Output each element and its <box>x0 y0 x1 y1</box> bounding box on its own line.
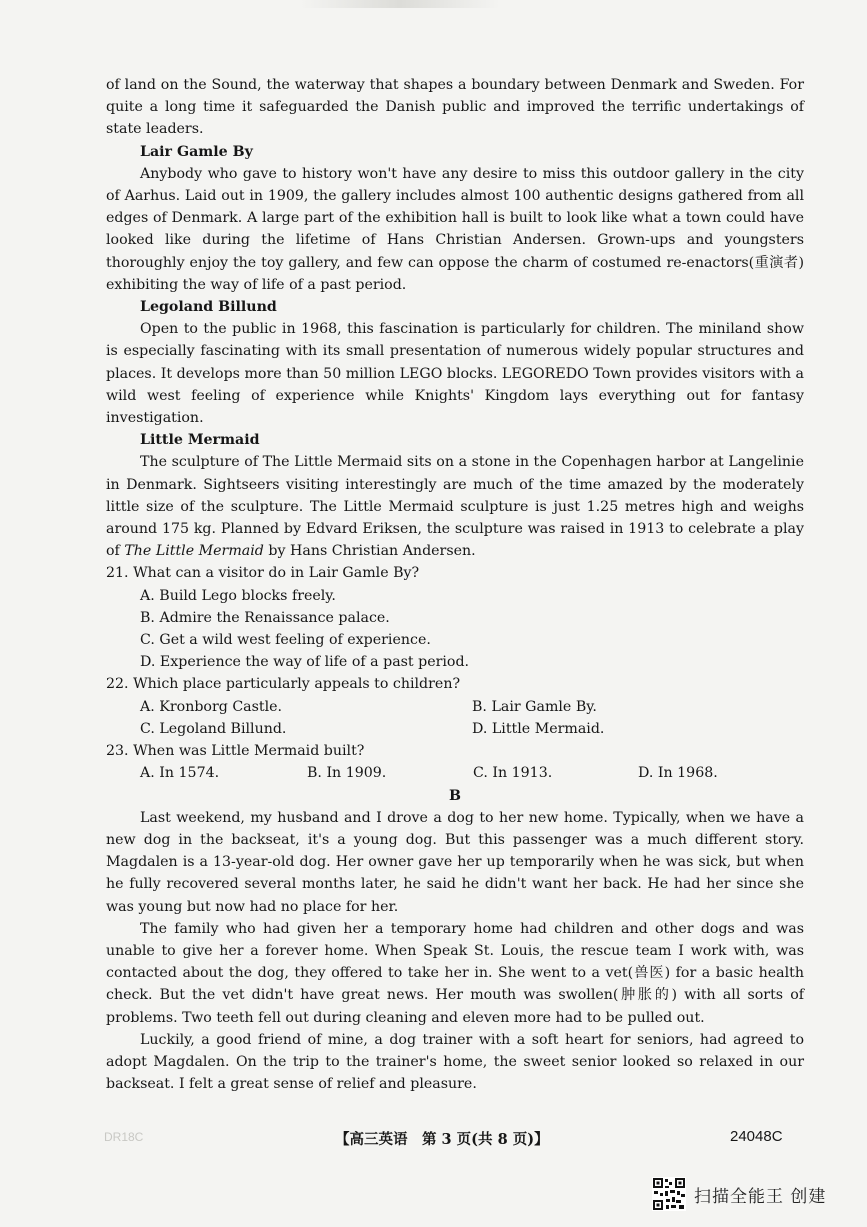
question-21-option-a: A. Build Lego blocks freely. <box>140 587 336 604</box>
scan-artifact <box>300 0 500 8</box>
passage-b-paragraph-3: Luckily, a good friend of mine, a dog trainer with a soft heart for seniors, had agreed to adopt Magdalen. On the trip to the trainer's home, the sweet senior looked so relaxed in our backseat. I felt a great sense of relief and pleasure. <box>106 1031 804 1093</box>
scanner-watermark <box>652 1176 826 1212</box>
question-22-options-row-2 <box>140 718 804 740</box>
question-23-options <box>140 762 804 784</box>
question-22-stem: 22. Which place particularly appeals to children? <box>106 676 461 693</box>
section-heading-little-mermaid: Little Mermaid <box>140 432 260 449</box>
question-21-option-c: C. Get a wild west feeling of experience. <box>140 632 431 649</box>
section-text-lair-gamle-by: Anybody who gave to history won't have any desire to miss this outdoor gallery in the city of Aarhus. Laid out in 1909, the gallery includes almost 100 authentic designs gathered from all edges of Denmark. A large part of the exhibition hall is built to look like what a town could have looked like during the lifetime of Hans Christian Andersen. Grown-ups and youngsters thoroughly enjoy the toy gallery, and few can oppose the charm of costumed re-enactors(重演者) exhibiting the way of life of a past period. <box>106 165 804 293</box>
passage-b-paragraph-1: Last weekend, my husband and I drove a dog to her new home. Typically, when we have a new dog in the backseat, it's a young dog. But this passenger was a much different story. Magdalen is a 13-year-old dog. Her owner gave her up temporarily when he was sick, but when he fully recovered several months later, he said he didn't want her back. He had her since she was young but now had no place for her. <box>106 809 804 915</box>
qr-code-icon <box>652 1177 686 1211</box>
section-text-legoland-billund: Open to the public in 1968, this fascination is particularly for children. The miniland show is especially fascinating with its small presentation of numerous widely popular structures and places. It develops more than 50 million LEGO blocks. LEGOREDO Town provides visitors with a wild west feeling of experience while Knights' Kingdom lays everything out for fantasy investigation. <box>106 321 804 427</box>
question-23-option-b: B. In 1909. <box>307 765 387 782</box>
question-23-option-d: D. In 1968. <box>638 765 718 782</box>
little-mermaid-text-part1: The sculpture of The Little Mermaid sits on a stone in the Copenhagen harbor at Langelinie in Denmark. Sightseers visiting interestingly are much of the time amazed by the moderately little size of the sculpture. The Little Mermaid sculpture is just 1.25 metres high and weighs around 175 kg. Planned by Edvard Eriksen, the sculpture was raised in 1913 to celebrate a play of <box>106 454 804 560</box>
footer-title: 【高三英语 第 3 页(共 8 页)】 <box>335 1131 549 1148</box>
question-23-option-c: C. In 1913. <box>473 765 553 782</box>
page-content <box>106 74 804 1095</box>
passage-a-intro: of land on the Sound, the waterway that shapes a boundary between Denmark and Sweden. For quite a long time it safeguarded the Danish public and improved the terrific undertakings of state leaders. <box>106 77 804 138</box>
question-22-option-d: D. Little Mermaid. <box>472 720 605 737</box>
play-title: The Little Mermaid <box>124 543 264 560</box>
question-23-option-a: A. In 1574. <box>140 765 220 782</box>
footer-paper-code: 24048C <box>730 1128 783 1145</box>
watermark-text: 扫描全能王 创建 <box>694 1186 827 1207</box>
passage-b-label: B <box>449 787 461 804</box>
page-footer <box>0 1128 867 1150</box>
question-22-options-row-1 <box>140 696 804 718</box>
little-mermaid-text-part2: by Hans Christian Andersen. <box>263 543 476 560</box>
question-21-stem: 21. What can a visitor do in Lair Gamle By? <box>106 565 420 582</box>
section-heading-lair-gamle-by: Lair Gamle By <box>140 143 253 160</box>
question-22-option-a: A. Kronborg Castle. <box>140 698 283 715</box>
question-21-option-d: D. Experience the way of life of a past period. <box>140 654 470 671</box>
question-22-option-c: C. Legoland Billund. <box>140 720 287 737</box>
question-23-stem: 23. When was Little Mermaid built? <box>106 743 365 760</box>
question-22-option-b: B. Lair Gamle By. <box>472 698 597 715</box>
question-21-option-b: B. Admire the Renaissance palace. <box>140 609 390 626</box>
section-text-little-mermaid <box>106 451 804 562</box>
passage-b-paragraph-2: The family who had given her a temporary home had children and other dogs and was unable to give her a forever home. When Speak St. Louis, the rescue team I work with, was contacted about the dog, they offered to take her in. She went to a vet(兽医) for a basic health check. But the vet didn't have great news. Her mouth was swollen(肿胀的) with all sorts of problems. Two teeth fell out during cleaning and eleven more had to be pulled out. <box>106 920 804 1026</box>
footer-left-code: DR18C <box>104 1130 144 1144</box>
section-heading-legoland-billund: Legoland Billund <box>140 299 277 316</box>
